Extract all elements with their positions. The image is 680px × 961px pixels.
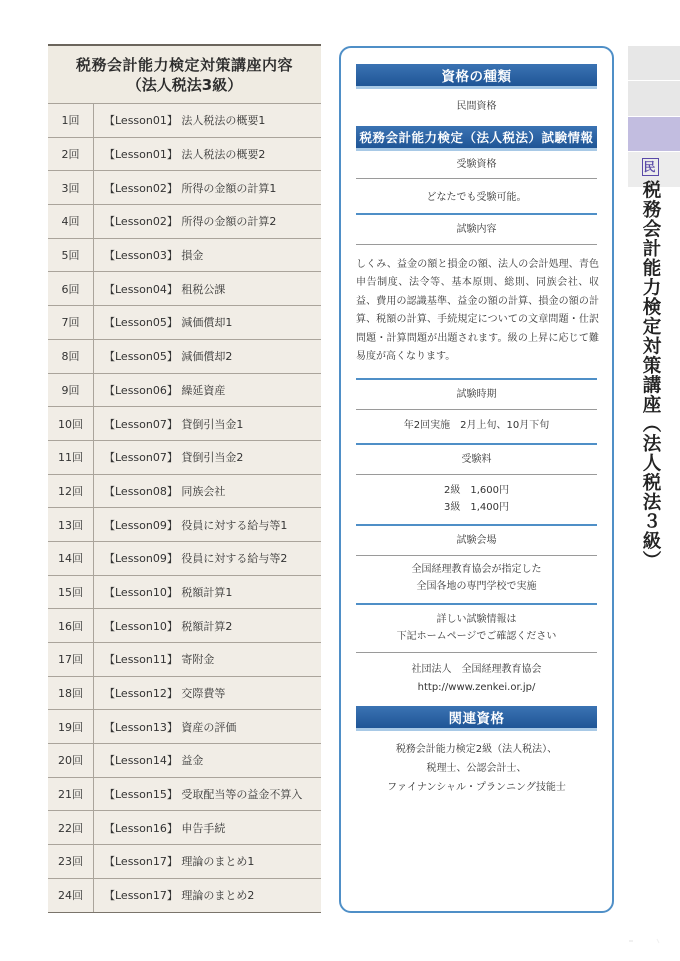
curriculum-header bbox=[48, 44, 321, 104]
table-row bbox=[48, 340, 321, 374]
table-row bbox=[48, 306, 321, 340]
table-row bbox=[48, 542, 321, 576]
lesson-number: 15回 bbox=[48, 576, 94, 609]
divider bbox=[356, 244, 597, 245]
lesson-title: 【Lesson07】 貸倒引当金1 bbox=[104, 417, 244, 431]
table-row bbox=[48, 272, 321, 306]
qualification-type-heading: 資格の種類 bbox=[356, 64, 597, 89]
lesson-title: 【Lesson07】 貸倒引当金2 bbox=[104, 451, 244, 465]
lesson-title: 【Lesson09】 役員に対する給与等1 bbox=[104, 518, 288, 532]
lesson-title: 【Lesson10】 税額計算1 bbox=[104, 585, 233, 599]
table-row bbox=[48, 104, 321, 138]
corner-mark bbox=[627, 937, 667, 945]
table-row bbox=[48, 205, 321, 239]
lesson-title: 【Lesson17】 理論のまとめ1 bbox=[104, 855, 255, 869]
lesson-title: 【Lesson01】 法人税法の概要2 bbox=[104, 148, 266, 162]
lesson-title: 【Lesson15】 受取配当等の益金不算入 bbox=[104, 788, 303, 802]
divider bbox=[356, 652, 597, 653]
lesson-number: 6回 bbox=[48, 272, 94, 305]
lesson-number: 17回 bbox=[48, 643, 94, 676]
lesson-number: 14回 bbox=[48, 542, 94, 575]
lesson-title: 【Lesson16】 申告手続 bbox=[104, 821, 226, 835]
table-row bbox=[48, 845, 321, 879]
table-row bbox=[48, 374, 321, 408]
lesson-title: 【Lesson10】 税額計算2 bbox=[104, 619, 233, 633]
table-row bbox=[48, 879, 321, 913]
lesson-number: 21回 bbox=[48, 778, 94, 811]
related-line3: ファイナンシャル・プランニング技能士 bbox=[387, 782, 566, 793]
schedule-value: 年2回実施 2月上旬、10月下旬 bbox=[403, 420, 550, 431]
related-line2: 税理士、公認会計士、 bbox=[426, 763, 527, 774]
venue-label: 試験会場 bbox=[456, 535, 497, 546]
lesson-title: 【Lesson08】 同族会社 bbox=[104, 484, 226, 498]
divider bbox=[356, 524, 597, 526]
exam-info-panel bbox=[339, 46, 614, 913]
lesson-number: 2回 bbox=[48, 138, 94, 171]
side-index-title bbox=[636, 158, 664, 570]
table-row bbox=[48, 744, 321, 778]
table-row bbox=[48, 407, 321, 441]
table-row bbox=[48, 441, 321, 475]
table-row bbox=[48, 643, 321, 677]
side-index-text: 税務会計能力検定対策講座（法人税法３級） bbox=[640, 180, 661, 570]
curriculum-subtitle: （法人税法3級） bbox=[126, 75, 243, 94]
lesson-title: 【Lesson12】 交際費等 bbox=[104, 687, 226, 701]
lesson-title: 【Lesson14】 益金 bbox=[104, 754, 204, 768]
fee-label: 受験料 bbox=[461, 454, 492, 465]
lesson-title: 【Lesson01】 法人税法の概要1 bbox=[104, 114, 266, 128]
lesson-title: 【Lesson09】 役員に対する給与等2 bbox=[104, 552, 288, 566]
lesson-number: 13回 bbox=[48, 508, 94, 541]
eligibility-value: どなたでも受験可能。 bbox=[426, 192, 527, 203]
lesson-title: 【Lesson06】 繰延資産 bbox=[104, 383, 226, 397]
lesson-number: 8回 bbox=[48, 340, 94, 373]
lesson-number: 16回 bbox=[48, 609, 94, 642]
private-badge: 民 bbox=[643, 160, 657, 174]
fee-grade3: 3級 1,400円 bbox=[444, 502, 509, 513]
table-row bbox=[48, 508, 321, 542]
lesson-number: 20回 bbox=[48, 744, 94, 777]
curriculum-title: 税務会計能力検定対策講座内容 bbox=[75, 55, 293, 74]
details-line1: 詳しい試験情報は bbox=[436, 614, 517, 625]
table-row bbox=[48, 609, 321, 643]
lesson-number: 23回 bbox=[48, 845, 94, 878]
lesson-number: 5回 bbox=[48, 239, 94, 272]
lesson-number: 10回 bbox=[48, 407, 94, 440]
lesson-number: 4回 bbox=[48, 205, 94, 238]
table-row bbox=[48, 171, 321, 205]
lesson-number: 12回 bbox=[48, 475, 94, 508]
lesson-title: 【Lesson04】 租税公課 bbox=[104, 282, 226, 296]
divider bbox=[356, 603, 597, 605]
lesson-number: 11回 bbox=[48, 441, 94, 474]
index-tab bbox=[628, 46, 680, 80]
org-name: 社団法人 全国経理教育協会 bbox=[411, 664, 542, 675]
divider bbox=[356, 555, 597, 556]
lesson-number: 1回 bbox=[48, 104, 94, 137]
lesson-number: 9回 bbox=[48, 374, 94, 407]
index-tab bbox=[628, 81, 680, 116]
lesson-number: 22回 bbox=[48, 811, 94, 844]
index-tab-active bbox=[628, 117, 680, 151]
fee-grade2: 2級 1,600円 bbox=[444, 485, 509, 496]
qualification-type-value: 民間資格 bbox=[456, 101, 497, 112]
related-line1: 税務会計能力検定2級（法人税法）、 bbox=[395, 744, 558, 755]
divider bbox=[356, 213, 597, 215]
lesson-number: 19回 bbox=[48, 710, 94, 743]
divider bbox=[356, 409, 597, 410]
eligibility-label: 受験資格 bbox=[456, 159, 497, 170]
schedule-label: 試験時期 bbox=[456, 389, 497, 400]
table-row bbox=[48, 239, 321, 273]
table-row bbox=[48, 778, 321, 812]
divider bbox=[356, 378, 597, 380]
table-row bbox=[48, 576, 321, 610]
lesson-number: 7回 bbox=[48, 306, 94, 339]
lesson-title: 【Lesson02】 所得の金額の計算2 bbox=[104, 215, 277, 229]
curriculum-table bbox=[48, 44, 321, 913]
lesson-title: 【Lesson05】 減価償却2 bbox=[104, 350, 233, 364]
org-url[interactable]: http://www.zenkei.or.jp/ bbox=[417, 682, 536, 693]
content-label: 試験内容 bbox=[456, 224, 497, 235]
lesson-title: 【Lesson05】 減価償却1 bbox=[104, 316, 233, 330]
divider bbox=[356, 474, 597, 475]
lesson-title: 【Lesson17】 理論のまとめ2 bbox=[104, 889, 255, 903]
exam-info-heading: 税務会計能力検定（法人税法）試験情報 bbox=[356, 126, 597, 151]
table-row bbox=[48, 475, 321, 509]
lesson-title: 【Lesson03】 損金 bbox=[104, 249, 204, 263]
lesson-number: 18回 bbox=[48, 677, 94, 710]
venue-line1: 全国経理教育協会が指定した bbox=[411, 564, 542, 575]
related-heading: 関連資格 bbox=[356, 706, 597, 731]
lesson-title: 【Lesson11】 寄附金 bbox=[104, 653, 215, 667]
lesson-title: 【Lesson02】 所得の金額の計算1 bbox=[104, 181, 277, 195]
divider bbox=[356, 178, 597, 179]
lesson-number: 24回 bbox=[48, 879, 94, 912]
lesson-number: 3回 bbox=[48, 171, 94, 204]
table-row bbox=[48, 811, 321, 845]
table-row bbox=[48, 677, 321, 711]
table-row bbox=[48, 138, 321, 172]
content-value: しくみ、益金の額と損金の額、法人の会計処理、青色申告制度、法令等、基本原則、総則、同族会社、収益、費用の認識基準、益金の額の計算、損金の額の計算、税額の計算、手続規定についての文章問題・仕訳問題・計算問題が出題されます。級の上昇に応じて難易度が高くなります。 bbox=[356, 259, 599, 363]
divider bbox=[356, 443, 597, 445]
details-line2: 下記ホームページでご確認ください bbox=[396, 631, 557, 642]
lesson-title: 【Lesson13】 資産の評価 bbox=[104, 720, 237, 734]
curriculum-rows bbox=[48, 104, 321, 913]
table-row bbox=[48, 710, 321, 744]
venue-line2: 全国各地の専門学校で実施 bbox=[416, 581, 537, 592]
